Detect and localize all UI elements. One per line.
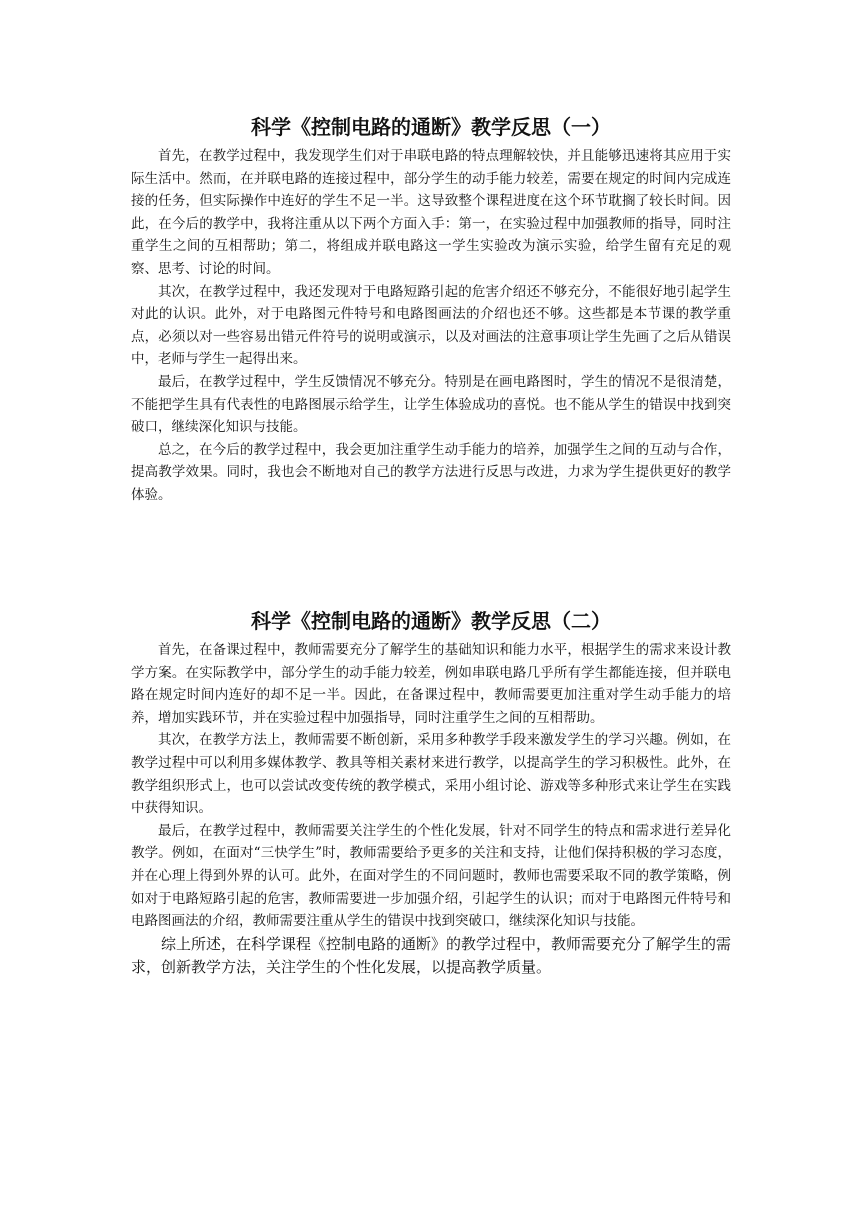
paragraph: 其次，在教学过程中，我还发现对于电路短路引起的危害介绍还不够充分，不能很好地引起学生对此的认识。此外，对于电路图元件特号和电路图画法的介绍也还不够。这些都是本节课的教学重点，必须以对一些容易出错元件符号的说明或演示，以及对画法的注意事项让学生先画了之后从错误中，老师与学生一起得出来。 (131, 283, 731, 368)
paragraph: 总之，在今后的教学过程中，我会更加注重学生动手能力的培养，加强学生之间的互动与合作，提高教学效果。同时，我也会不断地对自己的教学方法进行反思与改进，力求为学生提供更好的教学体验。 (131, 441, 731, 503)
paragraph: 最后，在教学过程中，教师需要关注学生的个性化发展，针对不同学生的特点和需求进行差异化教学。例如，在面对“三快学生”时，教师需要给予更多的关注和支持，让他们保持积极的学习态度，并在心理上得到外界的认可。此外，在面对学生的不同问题时，教师也需要采取不同的教学策略，例如对于电路短路引起的危害，教师需要进一步加强介绍，引起学生的认识；而对于电路图元件特号和电路图画法的介绍，教师需要注重从学生的错误中找到突破口，继续深化知识与技能。 (131, 822, 731, 930)
paragraph: 综上所述，在科学课程《控制电路的通断》的教学过程中，教师需要充分了解学生的需求，创新教学方法，关注学生的个性化发展，以提高教学质量。 (131, 934, 732, 976)
reflection-section-one (131, 112, 731, 507)
paragraph: 最后，在教学过程中，学生反馈情况不够充分。特别是在画电路图时，学生的情况不是很清楚，不能把学生具有代表性的电路图展示给学生，让学生体验成功的喜悦。也不能从学生的错误中找到突破口，继续深化知识与技能。 (131, 373, 731, 436)
paragraph: 首先，在教学过程中，我发现学生们对于串联电路的特点理解较快，并且能够迅速将其应用于实际生活中。然而，在并联电路的连接过程中，部分学生的动手能力较差，需要在规定的时间内完成连接的任务，但实际操作中连好的学生不足一半。这导致整个课程进度在这个环节耽搁了较长时间。因此，在今后的教学中，我将注重从以下两个方面入手：第一，在实验过程中加强教师的指导，同时注重学生之间的互相帮助；第二，将组成并联电路这一学生实验改为演示实验，给学生留有充足的观察、思考、讨论的时间。 (131, 148, 731, 277)
paragraph: 其次，在教学方法上，教师需要不断创新，采用多种教学手段来激发学生的学习兴趣。例如，在教学过程中可以利用多媒体教学、教具等相关素材来进行教学，以提高学生的学习积极性。此外，在教学组织形式上，也可以尝试改变传统的教学模式，采用小组讨论、游戏等多种形式来让学生在实践中获得知识。 (131, 732, 731, 817)
section-title: 科学《控制电路的通断》教学反思（二） (251, 609, 611, 633)
reflection-section-two (131, 606, 731, 979)
paragraph: 首先，在备课过程中，教师需要充分了解学生的基础知识和能力水平，根据学生的需求来设计教学方案。在实际教学中，部分学生的动手能力较差，例如串联电路几乎所有学生都能连接，但并联电路在规定时间内连好的却不足一半。因此，在备课过程中，教师需要更加注重对学生动手能力的培养，增加实践环节，并在实验过程中加强指导，同时注重学生之间的互相帮助。 (131, 642, 731, 726)
section-title: 科学《控制电路的通断》教学反思（一） (251, 115, 611, 139)
